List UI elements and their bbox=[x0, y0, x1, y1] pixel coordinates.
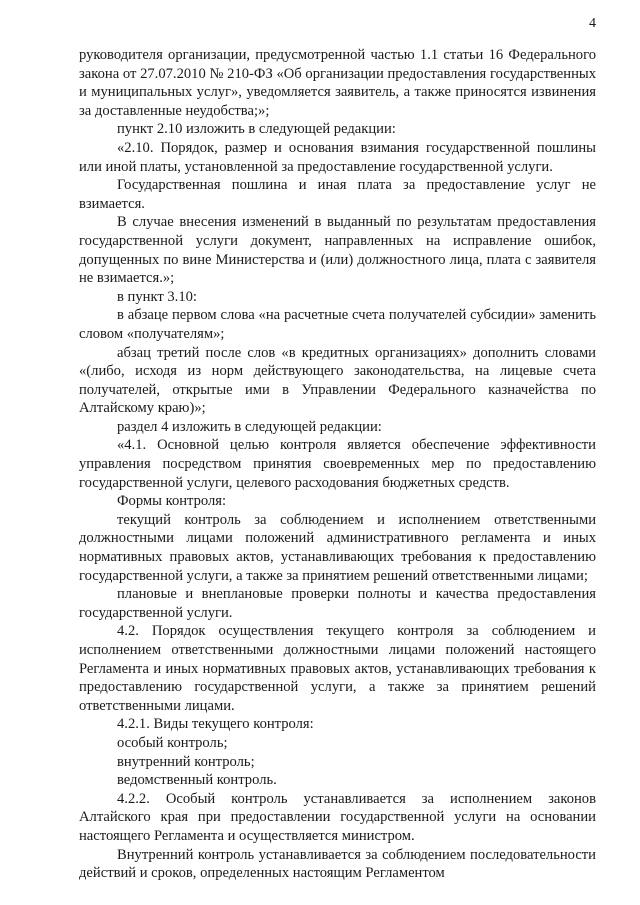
paragraph: Внутренний контроль устанавливается за соблюдением последовательности действий и сроков, определенных настоящим Регламентом bbox=[79, 846, 596, 882]
paragraph: пункт 2.10 изложить в следующей редакции: bbox=[117, 121, 396, 138]
paragraph: Государственная пошлина и иная плата за предоставление услуг не взимается. bbox=[79, 177, 596, 212]
paragraph: руководителя организации, предусмотренной частью 1.1 статьи 16 Федерального закона от 27.07.2010 № 210-ФЗ «Об организации предоставления государственных и муниципальных услуг», уведомляется заявитель, а также приносятся извинения за доставленные неудобства;»; bbox=[79, 47, 596, 119]
paragraph: в пункт 3.10: bbox=[117, 288, 197, 305]
page-number: 4 bbox=[589, 16, 596, 31]
paragraph: особый контроль; bbox=[117, 734, 228, 751]
document-body bbox=[79, 46, 596, 883]
paragraph: «2.10. Порядок, размер и основания взимания государственной пошлины или иной платы, установленной за предоставление государственной услуги. bbox=[79, 139, 596, 175]
paragraph: 4.2. Порядок осуществления текущего контроля за соблюдением и исполнением ответственными должностными лицами положений настоящего Регламента и иных нормативных правовых актов, устанавливающих требования к предоставлению государственной услуги, а также за принятием решений ответственными лицами. bbox=[79, 623, 596, 714]
paragraph: раздел 4 изложить в следующей редакции: bbox=[117, 418, 382, 435]
paragraph: плановые и внеплановые проверки полноты и качества предоставления государственной услуги. bbox=[79, 586, 596, 621]
paragraph: внутренний контроль; bbox=[117, 753, 255, 770]
paragraph: в абзаце первом слова «на расчетные счета получателей субсидии» заменить словом «получателям»; bbox=[79, 307, 596, 342]
paragraph: ведомственный контроль. bbox=[117, 772, 277, 789]
paragraph: 4.2.2. Особый контроль устанавливается за исполнением законов Алтайского края при предоставлении государственной услуги на основании настоящего Регламента и осуществляется министром. bbox=[79, 790, 596, 844]
paragraph: Формы контроля: bbox=[117, 493, 227, 510]
paragraph: текущий контроль за соблюдением и исполнением ответственными должностными лицами положений административного регламента и иных нормативных правовых актов, устанавливающих требования к предоставлению государственной услуги, а также за принятием решений ответственными лицами; bbox=[79, 511, 596, 584]
paragraph: 4.2.1. Виды текущего контроля: bbox=[117, 716, 314, 733]
paragraph: В случае внесения изменений в выданный по результатам предоставления государственной услуги документ, направленных на исправление ошибок, допущенных по вине Министерства и (или) должностного лица, плата с заявителя не взимается.»; bbox=[79, 214, 596, 287]
paragraph: абзац третий после слов «в кредитных организациях» дополнить словами «(либо, исходя из норм действующего законодательства, на лицевые счета получателей, открытые ими в Управлении Федерального казначейства по Алтайскому краю)»; bbox=[79, 344, 596, 417]
paragraph: «4.1. Основной целью контроля является обеспечение эффективности управления посредством принятия своевременных мер по предоставлению государственной услуги, целевого расходования бюджетных средств. bbox=[79, 437, 596, 491]
